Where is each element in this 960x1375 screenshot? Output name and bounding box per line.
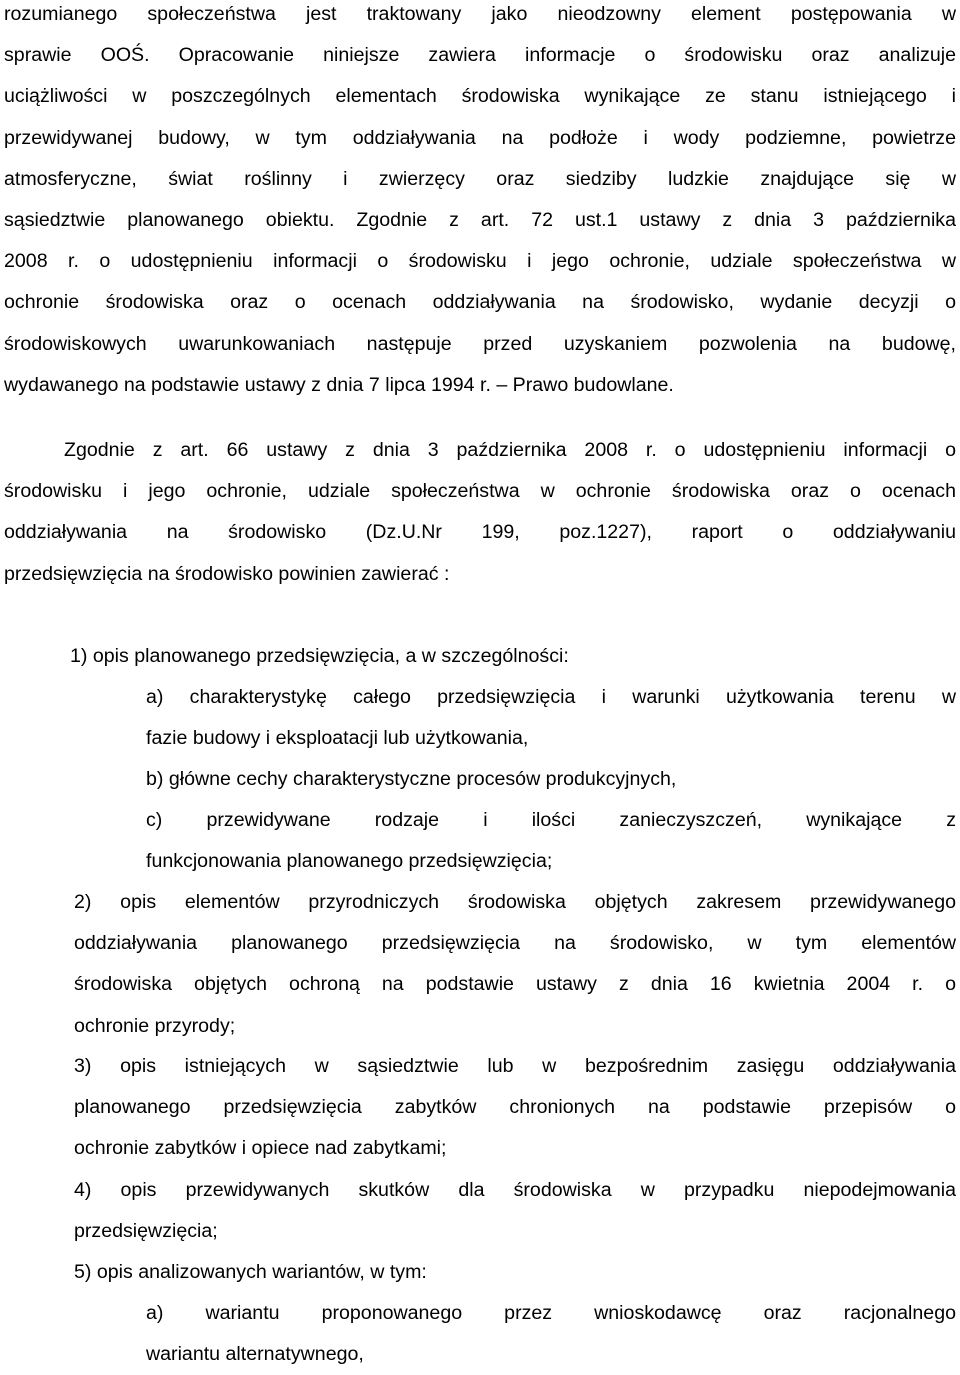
text-line: 2008 r. o udostępnieniu informacji o środowisku i jego ochronie, udziale społeczeństwa w [4,250,956,273]
text-line: środowiskowych uwarunkowaniach następuje przed uzyskaniem pozwolenia na budowę, [4,332,956,355]
list-item-5: 5) opis analizowanych wariantów, w tym: [74,1261,427,1283]
text-line: sprawie OOŚ. Opracowanie niniejsze zawiera informacje o środowisku oraz analizuje [4,44,956,67]
text-line: ochronie zabytków i opiece nad zabytkami; [74,1137,447,1160]
paragraph-raport-requirements [4,430,956,595]
list-item-3 [74,1046,956,1170]
text-line: oddziaływania planowanego przedsięwzięcia na środowisko, w tym elementów [74,932,956,955]
text-line: uciążliwości w poszczególnych elementach środowiska wynikające ze stanu istniejącego i [4,85,956,108]
list-item-1b: b) główne cechy charakterystyczne procesów produkcyjnych, [146,768,677,790]
text-line: a) charakterystykę całego przedsięwzięcia i warunki użytkowania terenu w [146,686,956,708]
text-line: środowiska objętych ochroną na podstawie ustawy z dnia 16 kwietnia 2004 r. o [74,973,956,996]
list-item-1a [146,677,956,759]
list-item-1c [146,800,956,882]
text-line: wydawanego na podstawie ustawy z dnia 7 lipca 1994 r. ‒ Prawo budowlane. [4,373,674,396]
text-line: atmosferyczne, świat roślinny i zwierzęcy oraz siedziby ludzkie znajdujące się w [4,167,956,190]
text-line: funkcjonowania planowanego przedsięwzięcia; [146,850,553,873]
text-line: Zgodnie z art. 66 ustawy z dnia 3 października 2008 r. o udostępnieniu informacji o [64,439,956,461]
text-line: rozumianego społeczeństwa jest traktowany jako nieodzowny element postępowania w [4,3,956,25]
text-line: 3) opis istniejących w sąsiedztwie lub w bezpośrednim zasięgu oddziaływania [74,1055,956,1077]
text-line: przedsięwzięcia; [74,1220,218,1243]
text-line: sąsiedztwie planowanego obiektu. Zgodnie z art. 72 ust.1 ustawy z dnia 3 października [4,208,956,231]
text-line: planowanego przedsięwzięcia zabytków chronionych na podstawie przepisów o [74,1096,956,1119]
text-line: c) przewidywane rodzaje i ilości zanieczyszczeń, wynikające z [146,809,956,831]
text-line: przedsięwzięcia na środowisko powinien zawierać : [4,562,450,585]
list-item-2 [74,882,956,1047]
list-item-4 [74,1170,956,1252]
text-line: środowisku i jego ochronie, udziale społeczeństwa w ochronie środowiska oraz o ocenach [4,480,956,503]
text-line: ochronie przyrody; [74,1014,236,1037]
text-line: wariantu alternatywnego, [146,1343,364,1366]
text-line: 4) opis przewidywanych skutków dla środowiska w przypadku niepodejmowania [74,1179,956,1201]
text-line: ochronie środowiska oraz o ocenach oddziaływania na środowisko, wydanie decyzji o [4,291,956,314]
text-line: przewidywanej budowy, w tym oddziaływania na podłoże i wody podziemne, powietrze [4,126,956,149]
text-line: oddziaływania na środowisko (Dz.U.Nr 199, poz.1227), raport o oddziaływaniu [4,521,956,544]
text-line: a) wariantu proponowanego przez wnioskodawcę oraz racjonalnego [146,1302,956,1324]
paragraph-ooś-intro [4,0,956,406]
list-item-1: 1) opis planowanego przedsięwzięcia, a w szczególności: [70,645,569,667]
text-line: fazie budowy i eksploatacji lub użytkowania, [146,727,529,750]
list-item-5a [146,1293,956,1375]
text-line: 2) opis elementów przyrodniczych środowiska objętych zakresem przewidywanego [74,891,956,913]
